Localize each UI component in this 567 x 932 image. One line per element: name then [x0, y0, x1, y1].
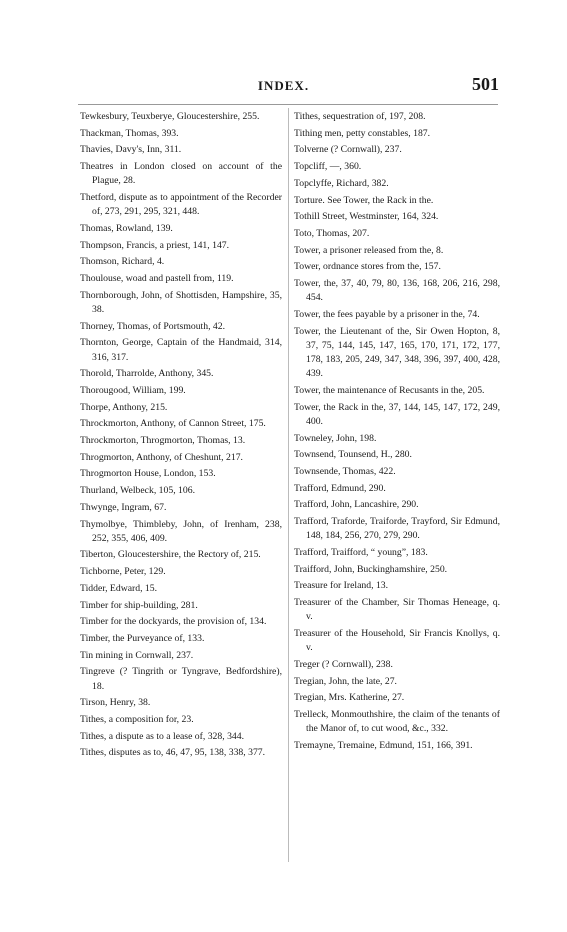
- index-entry: Treasurer of the Household, Sir Francis Knollys, q. v.: [294, 628, 500, 654]
- page-header: [0, 74, 567, 102]
- right-column: [294, 110, 500, 756]
- index-entry: Timber for ship-building, 281.: [80, 599, 198, 611]
- index-entry: Topclyffe, Richard, 382.: [294, 177, 389, 189]
- index-entry: Torture. See Tower, the Rack in the.: [294, 194, 434, 206]
- page-number: 501: [472, 74, 499, 94]
- index-entry: Tithing men, petty constables, 187.: [294, 127, 431, 139]
- index-entry: Tower, the fees payable by a prisoner in the, 74.: [294, 308, 480, 320]
- index-entry: Towneley, John, 198.: [294, 432, 377, 444]
- index-entry: Tower, the Lieutenant of the, Sir Owen Hopton, 8, 37, 75, 144, 145, 147, 165, 170, 171, 172, 177, 178, 183, 205, 249, 347, 348, 396, 397, 400, 428, 439.: [294, 325, 500, 380]
- index-entry: Throckmorton, Anthony, of Cannon Street, 175.: [80, 418, 266, 430]
- index-entry: Tichborne, Peter, 129.: [80, 566, 166, 578]
- index-entry: Tewkesbury, Teuxberye, Gloucestershire, 255.: [80, 111, 260, 122]
- index-entry: Tregian, John, the late, 27.: [294, 675, 397, 687]
- index-entry: Trafford, John, Lancashire, 290.: [294, 499, 419, 511]
- index-entry: Throckmorton, Throgmorton, Thomas, 13.: [80, 435, 246, 447]
- index-entry: Toto, Thomas, 207.: [294, 227, 370, 239]
- index-entry: Tidder, Edward, 15.: [80, 582, 158, 594]
- index-entry: Traifford, John, Buckinghamshire, 250.: [294, 563, 448, 575]
- index-entry: Throgmorton House, London, 153.: [80, 468, 216, 480]
- index-entry: Thornborough, John, of Shottisden, Hampshire, 35, 38.: [80, 289, 282, 315]
- index-entry: Thavies, Davy's, Inn, 311.: [80, 144, 182, 156]
- index-entry: Thomas, Rowland, 139.: [80, 222, 173, 234]
- index-entry: Throgmorton, Anthony, of Cheshunt, 217.: [80, 451, 243, 463]
- index-entry: Thompson, Francis, a priest, 141, 147.: [80, 239, 230, 251]
- running-title: INDEX.: [257, 78, 310, 93]
- index-entry: Thorougood, William, 199.: [80, 384, 186, 396]
- index-entry: Tithes, disputes as to, 46, 47, 95, 138, 338, 377.: [80, 747, 266, 759]
- index-entry: Timber, the Purveyance of, 133.: [80, 633, 205, 644]
- column-divider: [288, 108, 289, 862]
- index-entry: Tingreve (? Tingrith or Tyngrave, Bedfordshire), 18.: [80, 666, 282, 692]
- index-entry: Tithes, a dispute as to a lease of, 328, 344.: [80, 730, 245, 742]
- index-entry: Tremayne, Tremaine, Edmund, 151, 166, 391.: [294, 739, 473, 751]
- index-entry: Trafford, Edmund, 290.: [294, 482, 386, 494]
- index-entry: Tiberton, Gloucestershire, the Rectory of, 215.: [80, 549, 261, 561]
- index-entry: Tithes, a composition for, 23.: [80, 714, 194, 726]
- index-entry: Trelleck, Monmouthshire, the claim of the tenants of the Manor of, to cut wood, &c., 332.: [294, 709, 500, 735]
- index-entry: Theatres in London closed on account of the Plague, 28.: [80, 161, 282, 187]
- index-entry: Topcliff, —, 360.: [294, 161, 362, 173]
- index-entry: Tin mining in Cornwall, 237.: [80, 649, 194, 661]
- index-entry: Tirson, Henry, 38.: [80, 697, 151, 709]
- index-entry: Townsend, Tounsend, H., 280.: [294, 449, 412, 461]
- index-entry: Timber for the dockyards, the provision of, 134.: [80, 616, 267, 628]
- left-column: [80, 110, 282, 763]
- index-entry: Tower, the maintenance of Recusants in the, 205.: [294, 384, 485, 396]
- index-entry: Townsende, Thomas, 422.: [294, 465, 396, 477]
- index-entry: Tower, a prisoner released from the, 8.: [294, 244, 444, 256]
- index-entry: Tower, the Rack in the, 37, 144, 145, 147, 172, 249, 400.: [294, 401, 500, 427]
- index-entry: Tolverne (? Cornwall), 237.: [294, 144, 402, 156]
- index-entry: Tothill Street, Westminster, 164, 324.: [294, 211, 439, 223]
- index-entry: Treger (? Cornwall), 238.: [294, 658, 393, 670]
- index-entry: Treasurer of the Chamber, Sir Thomas Heneage, q. v.: [294, 597, 500, 623]
- index-entry: Thorold, Tharrolde, Anthony, 345.: [80, 368, 214, 380]
- index-entry: Thoulouse, woad and pastell from, 119.: [80, 273, 234, 285]
- index-entry: Thorney, Thomas, of Portsmouth, 42.: [80, 320, 226, 332]
- header-rule: [78, 104, 498, 105]
- index-entry: Thwynge, Ingram, 67.: [80, 501, 167, 513]
- index-entry: Trafford, Traforde, Traiforde, Trayford, Sir Edmund, 148, 184, 256, 270, 279, 290.: [294, 516, 500, 542]
- index-entry: Thymolbye, Thimbleby, John, of Irenham, 238, 252, 355, 406, 409.: [80, 518, 282, 544]
- index-entry: Trafford, Traifford, “ young”, 183.: [294, 546, 428, 558]
- index-entry: Treasure for Ireland, 13.: [294, 580, 389, 592]
- index-entry: Tregian, Mrs. Katherine, 27.: [294, 692, 405, 704]
- index-entry: Thetford, dispute as to appointment of the Recorder of, 273, 291, 295, 321, 448.: [80, 192, 282, 218]
- index-entry: Tithes, sequestration of, 197, 208.: [294, 111, 426, 122]
- index-entry: Tower, ordnance stores from the, 157.: [294, 261, 441, 273]
- index-entry: Thackman, Thomas, 393.: [80, 127, 179, 139]
- index-entry: Thomson, Richard, 4.: [80, 256, 165, 268]
- index-entry: Thorpe, Anthony, 215.: [80, 401, 168, 413]
- index-entry: Thornton, George, Captain of the Handmaid, 314, 316, 317.: [80, 337, 282, 363]
- index-entry: Tower, the, 37, 40, 79, 80, 136, 168, 206, 216, 298, 454.: [294, 278, 500, 304]
- index-entry: Thurland, Welbeck, 105, 106.: [80, 485, 195, 497]
